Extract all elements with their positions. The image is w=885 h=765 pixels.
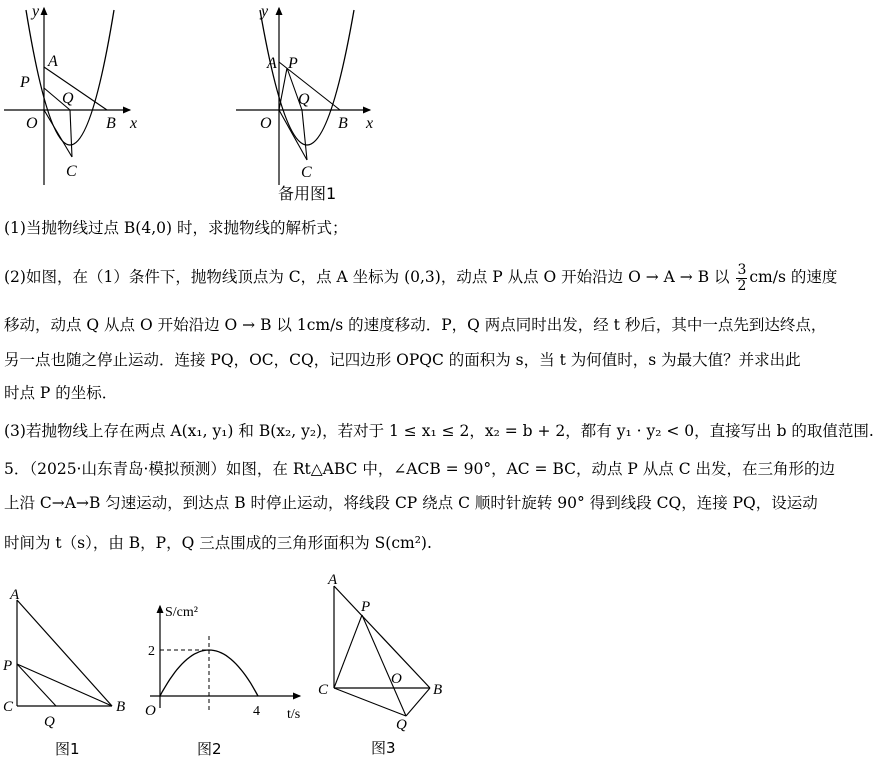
segment-QC	[70, 110, 72, 157]
question-2-line-2: 移动，动点 Q 从点 O 开始沿边 O → B 以 1cm/s 的速度移动．P，Q 两点同时出发，经 t 秒后，其中一点先到达终点，	[4, 316, 827, 334]
caption-figure-1: 图1	[55, 740, 80, 758]
label-O: O	[391, 671, 402, 687]
side-AB	[334, 586, 430, 688]
label-A: A	[328, 572, 338, 588]
problem-5-line-1: 5．（2025·山东青岛·模拟预测）如图，在 Rt△ABC 中，∠ACB = 90°，AC = BC，动点 P 从点 C 出发，在三角形的边	[4, 460, 835, 478]
caption-figure-3: 图3	[371, 739, 396, 757]
segment-CP	[334, 615, 362, 688]
label-Q: Q	[44, 714, 55, 730]
problem-5-line-2: 上沿 C→A→B 匀速运动，到达点 B 时停止运动，将线段 CP 绕点 C 顺时针旋转 90° 得到线段 CQ，连接 PQ，设运动	[4, 494, 818, 512]
label-P: P	[361, 599, 371, 615]
label-B: B	[338, 115, 348, 132]
question-2-text-a: 如图，在（1）条件下，抛物线顶点为 C，点 A 坐标为 (0,3)，动点 P 从点 O 开始沿边 O → A → B 以	[25, 268, 730, 286]
label-y: y	[32, 3, 40, 20]
side-AB	[17, 600, 112, 706]
question-2-line-4: 时点 P 的坐标．	[4, 384, 118, 402]
label-A: A	[267, 55, 277, 72]
question-2-line-3: 另一点也随之停止运动．连接 PQ，OC，CQ，记四边形 OPQC 的面积为 s，当 t 为何值时，s 为最大值？并求出此	[4, 351, 801, 369]
label-A: A	[10, 587, 20, 603]
label-C: C	[66, 163, 77, 180]
figure-3	[312, 570, 462, 763]
question-3	[4, 416, 879, 447]
question-1-text: 当抛物线过点 B(4,0) 时，求抛物线的解析式；	[25, 219, 348, 237]
segment-OP	[279, 68, 287, 110]
segment-PQ	[362, 615, 406, 716]
figure-1	[0, 578, 150, 763]
speed-fraction	[736, 263, 747, 294]
label-Q: Q	[298, 91, 310, 108]
caption-backup-figure: 备用图1	[278, 184, 337, 203]
label-P: P	[288, 55, 298, 72]
y-axis-label: S/cm²	[165, 605, 198, 620]
question-1	[4, 213, 879, 244]
top-figure-left	[0, 0, 160, 190]
problem-5-line-3: 时间为 t（s），由 B，P，Q 三点围成的三角形面积为 S(cm²).	[4, 534, 432, 552]
segment-QB	[406, 688, 430, 716]
origin-label: O	[145, 703, 156, 719]
segment-PQ	[17, 664, 56, 706]
label-A: A	[48, 53, 58, 70]
x-tick-label: 4	[253, 704, 260, 719]
label-C: C	[3, 699, 14, 715]
label-x: x	[130, 115, 138, 132]
y-tick-label: 2	[148, 644, 155, 659]
fraction-denominator: 2	[737, 277, 747, 294]
question-1-number: (1)	[4, 219, 26, 237]
label-Q: Q	[396, 717, 407, 733]
question-2-text-b: cm/s 的速度	[749, 268, 838, 286]
segment-PB	[17, 664, 112, 706]
label-B: B	[106, 115, 116, 132]
label-P: P	[20, 74, 30, 91]
label-Q: Q	[62, 90, 74, 107]
segment-AB	[44, 67, 107, 110]
label-C: C	[301, 164, 312, 181]
label-O: O	[260, 115, 272, 132]
question-3-text: 若抛物线上存在两点 A(x₁, y₁) 和 B(x₂, y₂)，若对于 1 ≤ x₁ ≤ 2，x₂ = b + 2，都有 y₁ · y₂ < 0，直接写出 b 的取值范围.	[25, 422, 874, 440]
x-axis-label: t/s	[287, 707, 301, 722]
label-B: B	[433, 682, 443, 698]
caption-figure-2: 图2	[197, 740, 222, 758]
fraction-numerator: 3	[737, 261, 747, 278]
segment-OC	[44, 110, 72, 157]
question-3-number: (3)	[4, 422, 26, 440]
label-C: C	[318, 682, 329, 698]
label-y: y	[261, 3, 269, 20]
label-x: x	[366, 115, 374, 132]
label-O: O	[26, 115, 38, 132]
parabola-curve	[26, 10, 114, 145]
question-2-line-1	[4, 262, 879, 294]
question-2-number: (2)	[4, 268, 26, 286]
top-figure-right	[232, 0, 392, 210]
label-P: P	[3, 658, 13, 674]
figure-2-graph	[140, 598, 310, 763]
label-B: B	[116, 699, 126, 715]
